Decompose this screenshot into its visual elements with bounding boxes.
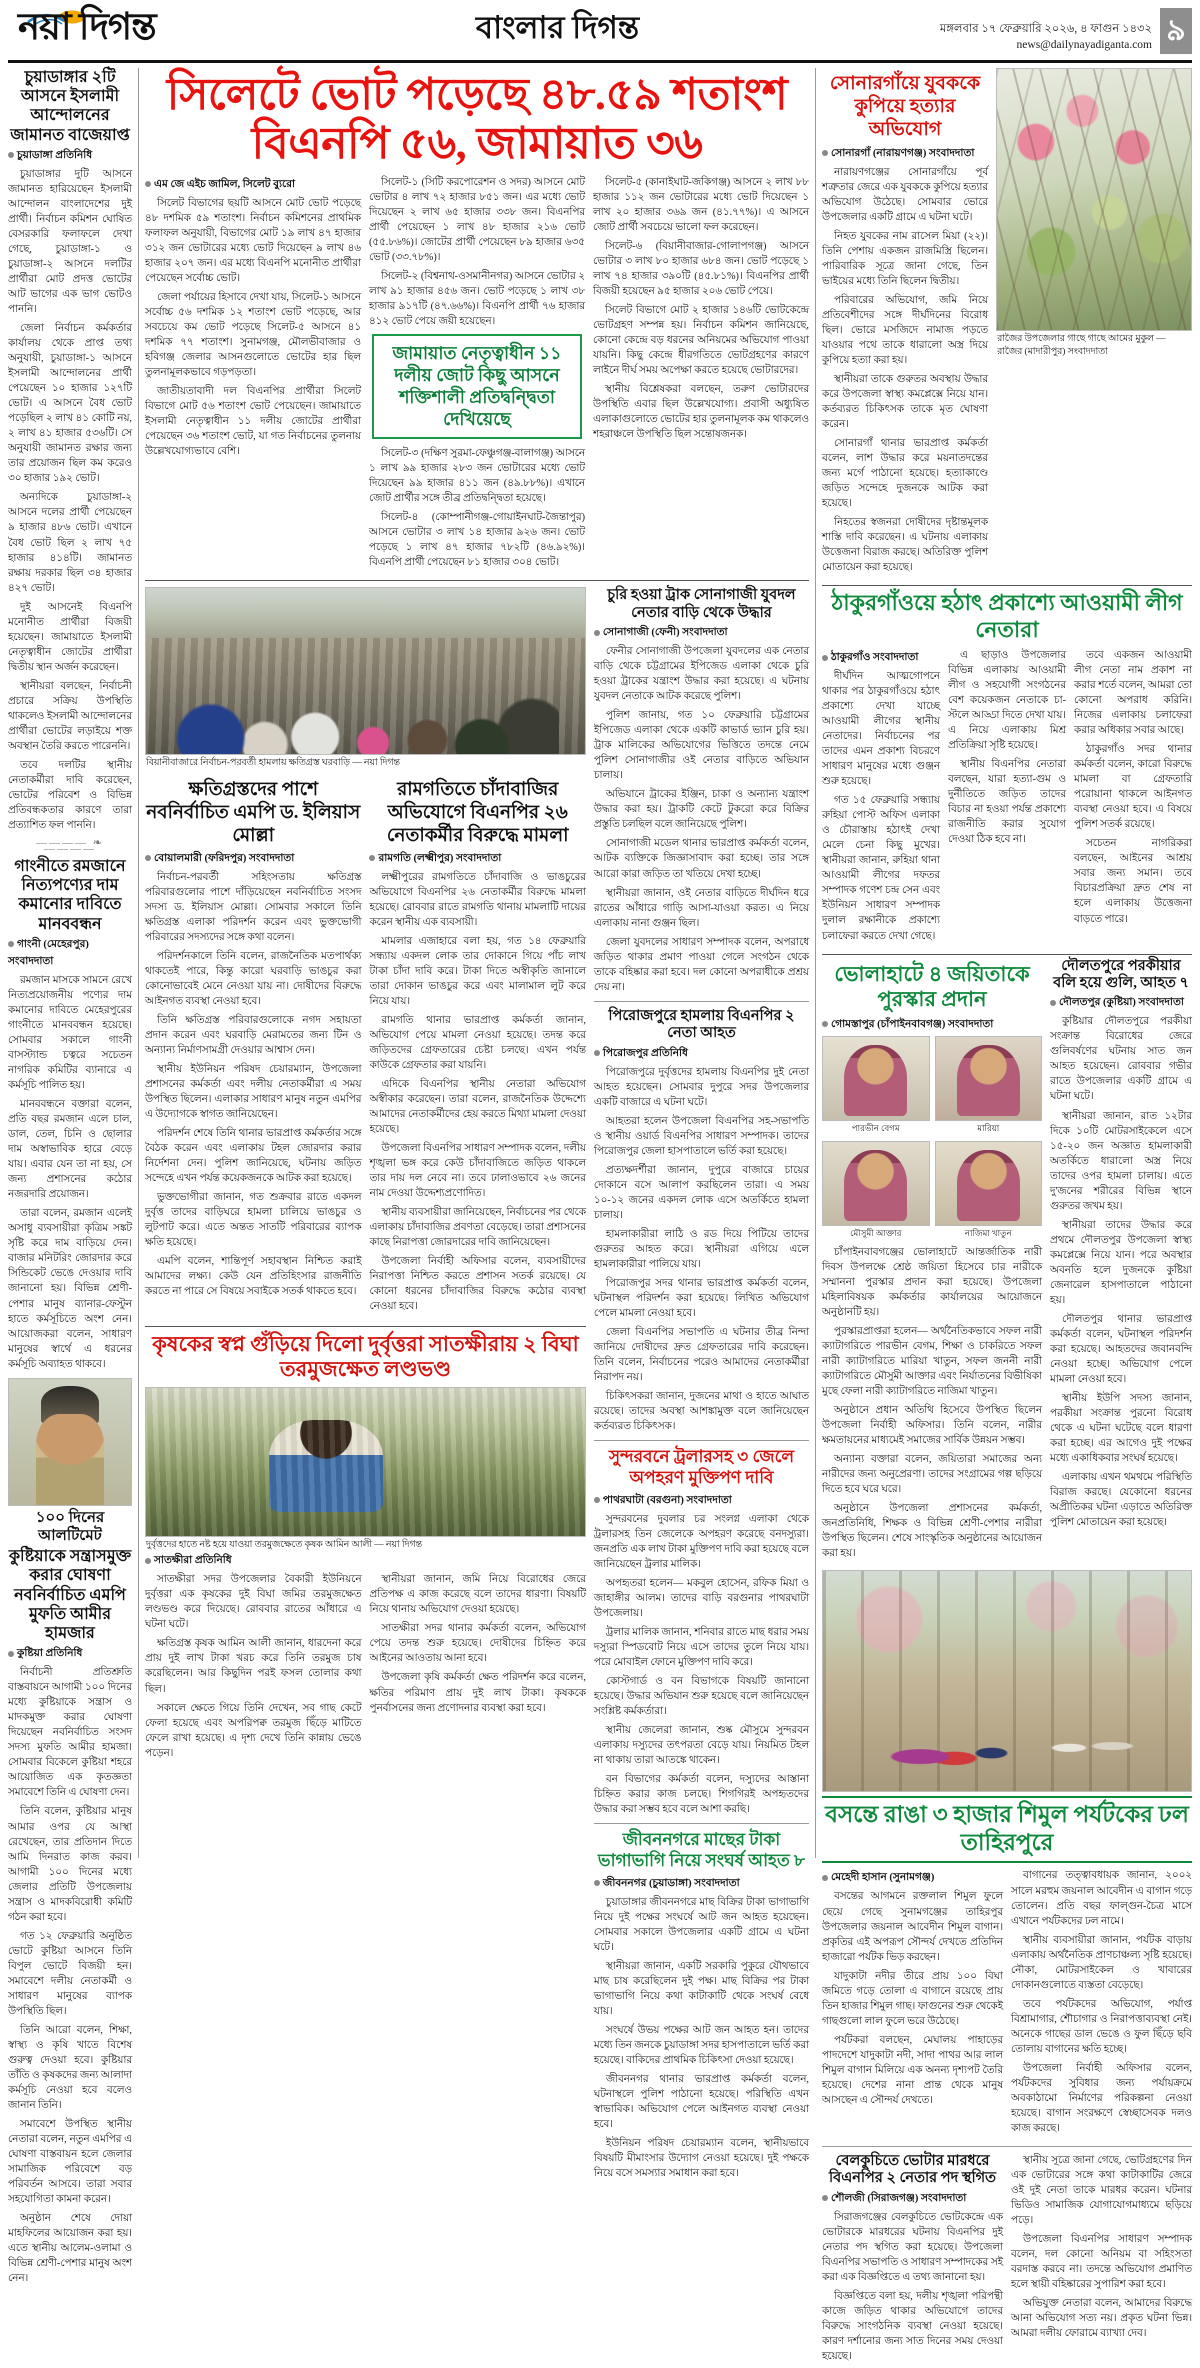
paragraph: নারায়ণগঞ্জের সোনারগাঁয়ে পূর্ব শত্রুতার জেরে এক যুবককে কুপিয়ে হত্যার অভিযোগ উঠেছে। সোমবার ভোরে উপজেলার একটি গ্রামে এ ঘটনা ঘটে। [822, 166, 989, 223]
paragraph: উপজেলা নির্বাহী অফিসার বলেন, ব্যবসায়ীদের নিরাপত্তা নিশ্চিত করতে প্রশাসন সতর্ক রয়েছে। যে কোনো ধরনের চাঁদাবাজির বিরুদ্ধে কঠোর ব্যবস্থা নেওয়া হবে। [369, 1256, 586, 1313]
paragraph: অনুষ্ঠান শেষে দোয়া মাহফিলের আয়োজন করা হয়। এতে স্থানীয় আলেম-ওলামা ও বিভিন্ন শ্রেণী-পেশার মানুষ অংশ নেন। [8, 2213, 132, 2285]
paragraph: উপজেলা কৃষি কর্মকর্তা ক্ষেত পরিদর্শন করে বলেন, ক্ষতির পরিমাণ প্রায় দুই লাখ টাকা। কৃষককে পুনর্বাসনের জন্য প্রণোদনার ব্যবস্থা করা হবে। [369, 1672, 586, 1714]
story-c-headline[interactable]: চুরি হওয়া ট্রাক সোনাগাজী যুবদল নেতার বাড়ি থেকে উদ্ধার [607, 587, 796, 621]
logo-text: নয়া দিগন্ত [18, 7, 156, 48]
paragraph: স্থানীয়রা জানান, ওই নেতার বাড়িতে দীর্ঘদিন ধরে রাতের আঁধারে গাড়ি আসা-যাওয়া করত। এ নিয়ে এলাকায় নানা গুঞ্জন ছিল। [593, 887, 809, 929]
story-e-cols [145, 1572, 586, 1764]
right-top-row [822, 68, 1192, 579]
horizontal-rule [822, 954, 1192, 955]
horizontal-rule [594, 1001, 809, 1002]
right-story1-text [822, 68, 988, 579]
story-e-byline: সাতক্ষীরা প্রতিনিধি [145, 1553, 586, 1570]
paragraph: চিকিৎসকরা জানান, দুজনের মাথা ও হাতে আঘাত রয়েছে। তাদের অবস্থা আশঙ্কামুক্ত বলে জানিয়েছেন কর্তব্যরত চিকিৎসক। [593, 1391, 809, 1433]
photo-caption: বিয়ানীবাজারে নির্বাচন-পরবর্তী হামলায় ক্ষতিগ্রস্ত ঘরবাড়ি — নয়া দিগন্ত [146, 758, 400, 769]
paragraph: যাদুকাটা নদীর তীরে প্রায় ১০০ বিঘা জমিতে গড়ে তোলা এ বাগানে রয়েছে প্রায় তিন হাজার শিমুল গাছ। ফাগুনের শুরু থেকেই গাছগুলো লাল ফুলে ভরে উঠেছে। [822, 1970, 1003, 2027]
doulatpur-block [1050, 958, 1192, 1566]
right-top-photo-block [996, 68, 1192, 579]
horizontal-rule [822, 2146, 1192, 2147]
right-story5-col1 [822, 1868, 1003, 2140]
lead-col-3 [593, 175, 809, 575]
paragraph: পুরস্কারপ্রাপ্তরা হলেন— অর্থনৈতিকভাবে সফল নারী ক্যাটাগরিতে পারভীন বেগম, শিক্ষা ও চাকরিতে সফল নারী ক্যাটাগরিতে মারিয়া খাতুন, সফল জননী নারী ক্যাটাগরিতে মৌসুমী আক্তার এবং নির্যাতনের বিভীষিকা মুছে ফেলা নারী ক্যাটাগরিতে নাজিমা খাতুন। [822, 1325, 1043, 1398]
right-story5-col2 [1011, 1868, 1192, 2140]
bullet-icon [822, 150, 828, 156]
story-g-headline[interactable]: জীবননগরে মাছের টাকা ভাগাভাগি নিয়ে সংঘর্ষ আহত ৮ [597, 1830, 806, 1871]
paragraph: দীর্ঘদিন আত্মগোপনে থাকার পর ঠাকুরগাঁওয়ে হঠাৎ প্রকাশ্যে দেখা যাচ্ছে আওয়ামী লীগের স্থানীয় নেতাদের। নির্বাচনের পর তাদের এমন প্রকাশ্য বিচরণে সাধারণ মানুষের মধ্যে গুঞ্জন শুরু হয়েছে। [822, 670, 940, 788]
horizontal-rule [594, 1440, 809, 1441]
date-line: মঙ্গলবার ১৭ ফেব্রুয়ারি ২০২৬, ৪ ফাগুন ১৪৩২ [939, 22, 1152, 35]
paragraph: রমজান মাসকে সামনে রেখে নিত্যপ্রয়োজনীয় পণ্যের দাম কমানোর দাবিতে মেহেরপুরের গাংনীতে মানববন্ধন হয়েছে। সোমবার সকালে গাংনী বাসস্ট্যান্ড চত্বরে সচেতন নাগরিক কমিটির ব্যানারে এ কর্মসূচি পালিত হয়। [8, 974, 132, 1092]
lead-pullquote: জামায়াত নেতৃত্বাধীন ১১ দলীয় জোট কিছু আসনে শক্তিশালী প্রতিদ্বন্দ্বিতা দেখিয়েছে [372, 334, 582, 439]
paragraph: সাতক্ষীরা সদর থানার কর্মকর্তা বলেন, অভিযোগ পেয়ে তদন্ত শুরু হয়েছে। দোষীদের চিহ্নিত করে আইনের আওতায় আনা হবে। [369, 1623, 586, 1665]
story-d-byline: পিরোজপুর প্রতিনিধি [594, 1046, 809, 1063]
bullet-icon [369, 855, 375, 861]
story-a-headline[interactable]: ক্ষতিগ্রস্তদের পাশে নবনির্বাচিত এমপি ড. ইলিয়াস মোল্লা [146, 779, 361, 846]
masthead [8, 6, 1192, 58]
paragraph: স্থানীয় ইউপি সদস্য জানান, পরকীয়া সংক্রান্ত পুরনো বিরোধ থেকে এ ঘটনা ঘটেছে বলে ধারণা করা হচ্ছে। এর আগেও দুই পক্ষের মধ্যে একাধিকবার সংঘর্ষ হয়েছে। [1050, 1393, 1192, 1465]
horizontal-rule [145, 1326, 586, 1327]
left-column [8, 68, 132, 2285]
paragraph: সিলেট-৪ (কোম্পানীগঞ্জ-গোয়াইনঘাট-জৈন্তাপুর) আসনে ভোটার ৩ লাখ ১৪ হাজার ৯২৬ জন। ভোট পড়েছে ১ লাখ ৪৭ হাজার ৭৮২টি (৪৬.৯২%)। বিএনপি প্রার্থী পেয়েছেন ৮১ হাজার ৩০৪ ভোট। [369, 512, 585, 569]
bullet-icon [145, 855, 151, 861]
paragraph: আহতরা হলেন উপজেলা বিএনপির সহ-সভাপতি ও স্থানীয় ওয়ার্ড বিএনপির সাধারণ সম্পাদক। তাদের পিরোজপুর জেলা হাসপাতালে ভর্তি করা হয়েছে। [593, 1115, 809, 1157]
paragraph: রামগতি থানার ভারপ্রাপ্ত কর্মকর্তা জানান, অভিযোগ পেয়ে মামলা নেওয়া হয়েছে। তদন্ত করে জড়িতদের গ্রেফতারের চেষ্টা চলছে। এখন পর্যন্ত কাউকে গ্রেফতার করা যায়নি। [369, 1014, 586, 1072]
left-story3-headline[interactable]: কুষ্টিয়াকে সন্ত্রাসমুক্ত করার ঘোষণা নবনির্বাচিত এমপি মুফতি আমীর হামজার [8, 1548, 132, 1642]
right-story5-cols [822, 1868, 1192, 2140]
joyita-block [822, 958, 1042, 1566]
lead-headline-line2: বিএনপি ৫৬, জামায়াত ৩৬ [251, 119, 703, 169]
right-story6-text2 [1011, 2153, 1192, 2368]
right-story2-cols [822, 648, 1192, 948]
left-story2-headline[interactable]: গাংনীতে রমজানে নিত্যপণ্যের দাম কমানোর দাবিতে মানববন্ধন [14, 858, 126, 933]
bullet-icon [8, 1651, 14, 1657]
paragraph: এদিকে বিএনপির স্থানীয় নেতারা অভিযোগ অস্বীকার করেছেন। তারা বলেন, রাজনৈতিক উদ্দেশ্যে আমাদের নেতাকর্মীদের হেয় করতে মিথ্যা মামলা দেওয়া হয়েছে। [369, 1079, 586, 1136]
paragraph: বাগানের তত্ত্বাবধায়ক জানান, ২০০২ সালে মরহুম জয়নাল আবেদীন এ বাগান গড়ে তোলেন। প্রতি বছর ফাল্গুন-চৈত্র মাসে এখানে পর্যটকদের ঢল নামে। [1011, 1870, 1192, 1927]
story-f-byline: পাথরঘাটা (বরগুনা) সংবাদদাতা [594, 1493, 809, 1510]
paragraph: অন্যদিকে চুয়াডাঙ্গা-২ আসনে দলের প্রার্থী পেয়েছেন ৯ হাজার ৪৮৬ ভোট। এখানে বৈধ ভোট ছিল ২ লাখ ৭৫ হাজার ৪১৪টি। জামানত রক্ষায় দরকার ছিল ৩৪ হাজার ৪২৭ ভোট। [8, 492, 132, 594]
paragraph: সোনারগাঁ থানার ভারপ্রাপ্ত কর্মকর্তা বলেন, লাশ উদ্ধার করে ময়নাতদন্তের জন্য মর্গে পাঠানো হয়েছে। হত্যাকাণ্ডে জড়িত সন্দেহে দুজনকে আটক করা হয়েছে। [822, 438, 989, 510]
paragraph: ইউনিয়ন পরিষদ চেয়ারম্যান বলেন, স্থানীয়ভাবে বিষয়টি মীমাংসার উদ্যোগ নেওয়া হয়েছে। দুই পক্ষকে নিয়ে বসে সমস্যার সমাধান করা হবে। [593, 2138, 809, 2180]
bullet-icon [594, 1497, 600, 1503]
paragraph: পিরোজপুরে দুর্বৃত্তদের হামলায় বিএনপির দুই নেতা আহত হয়েছেন। সোমবার দুপুরে সদর উপজেলার একটি বাজারে এ ঘটনা ঘটে। [593, 1066, 809, 1108]
mid-left-block [145, 587, 586, 2185]
story-e-col2 [369, 1572, 585, 1764]
joyita-portrait-1 [822, 1036, 930, 1136]
bullet-icon [822, 1875, 828, 1881]
joyita-portrait-4 [935, 1141, 1043, 1241]
portrait-photo [935, 1141, 1043, 1226]
paragraph: স্থানীয় ইউনিয়ন পরিষদ চেয়ারম্যান, উপজেলা প্রশাসনের কর্মকর্তা এবং দলীয় নেতাকর্মীরা এ সময় উপস্থিত ছিলেন। এলাকার সাধারণ মানুষ নতুন এমপির এ উদ্যোগকে স্বাগত জানিয়েছেন। [145, 1064, 362, 1121]
paragraph: তারা বলেন, রমজান এলেই অসাধু ব্যবসায়ীরা কৃত্রিম সঙ্কট সৃষ্টি করে দাম বাড়িয়ে দেন। বাজার মনিটরিং জোরদার করে সিন্ডিকেট ভেঙে দেওয়ার দাবি জানানো হয়। বিভিন্ন শ্রেণী-পেশার মানুষ ব্যানার-ফেস্টুন হাতে কর্মসূচিতে অংশ নেন। আয়োজকরা বলেন, সাধারণ মানুষের স্বার্থে এ ধরনের কর্মসূচি অব্যাহত থাকবে। [8, 1208, 132, 1370]
paragraph: পরিদর্শন শেষে তিনি থানার ভারপ্রাপ্ত কর্মকর্তার সঙ্গে বৈঠক করেন এবং এলাকায় টহল জোরদার করার নির্দেশনা দেন। পুলিশ জানিয়েছে, ঘটনায় জড়িত সন্দেহে এখন পর্যন্ত কয়েকজনকে আটক করা হয়েছে। [145, 1128, 362, 1185]
email-address[interactable]: news@dailynayadiganta.com [1016, 39, 1152, 52]
paragraph: গত ১২ ফেব্রুয়ারি অনুষ্ঠিত ভোটে কুষ্টিয়া আসনে তিনি বিপুল ভোটে বিজয়ী হন। সমাবেশে দলীয় নেতাকর্মী ও সাধারণ মানুষের ব্যাপক উপস্থিতি ছিল। [8, 1930, 132, 2017]
lead-byline: এম জে এইচ জামিল, সিলেট ব্যুরো [145, 177, 361, 194]
paragraph: ক্ষতিগ্রস্ত কৃষক আমিন আলী জানান, ধারদেনা করে প্রায় দুই লাখ টাকা খরচ করে তিনি তরমুজ চাষ করেছিলেন। আর কিছুদিন পরই ফসল তোলার কথা ছিল। [145, 1638, 362, 1695]
lead-col-2 [369, 175, 585, 575]
paragraph: সোনাগাজী মডেল থানার ভারপ্রাপ্ত কর্মকর্তা বলেন, আটক ব্যক্তিকে জিজ্ঞাসাবাদ করা হচ্ছে। তার সঙ্গে আরো কারা জড়িত তা খতিয়ে দেখা হচ্ছে। [593, 838, 809, 880]
paragraph: পরিদর্শনকালে তিনি বলেন, রাজনৈতিক মতপার্থক্য থাকতেই পারে, কিন্তু কারো ঘরবাড়ি ভাঙচুর করা কোনোভাবেই মেনে নেওয়া যায় না। দোষীদের বিরুদ্ধে আইনগত ব্যবস্থা নেওয়া হবে। [145, 950, 362, 1007]
paragraph: ঠাকুরগাঁও সদর থানার কর্মকর্তা বলেন, কারো বিরুদ্ধে মামলা বা গ্রেফতারি পরোয়ানা থাকলে আইনগত ব্যবস্থা নেওয়া হবে। এ বিষয়ে পুলিশ সতর্ক রয়েছে। [1074, 744, 1192, 831]
mid-left-subcols [145, 775, 586, 1319]
story-d-headline[interactable]: পিরোজপুরে হামলায় বিএনপির ২ নেতা আহত [608, 1007, 795, 1042]
horizontal-rule [822, 585, 1192, 586]
paragraph: স্থানীয়রা তাকে গুরুতর অবস্থায় উদ্ধার করে উপজেলা স্বাস্থ্য কমপ্লেক্সে নিয়ে যান। কর্তব্যরত চিকিৎসক তাকে মৃত ঘোষণা করেন। [822, 373, 989, 431]
section-title: বাংলার দিগন্ত [475, 10, 640, 45]
portrait-caption: মৌসুমী আক্তার [850, 1227, 902, 1238]
bullet-icon [594, 630, 600, 636]
portrait-caption: পারভীন বেগম [851, 1122, 900, 1133]
lead-headline-line1: সিলেটে ভোট পড়েছে ৪৮.৫৯ শতাংশ [166, 70, 788, 119]
lead-columns [145, 175, 809, 575]
paragraph: অভিযানে ট্রাকের ইঞ্জিন, চাকা ও অন্যান্য যন্ত্রাংশ উদ্ধার করা হয়। ট্রাকটি কেটে টুকরো করে বিক্রির প্রস্তুতি চলছিল বলে জানিয়েছে পুলিশ। [593, 789, 809, 831]
left-story3-byline: কুষ্টিয়া প্রতিনিধি [8, 1646, 132, 1663]
joyita-portrait-grid [822, 1036, 1042, 1241]
paragraph: নিহত যুবকের নাম রাসেল মিয়া (২২)। তিনি পেশায় একজন রাজমিস্ত্রি ছিলেন। পারিবারিক সূত্রে জানা গেছে, তিন ভাইয়ের মধ্যে তিনি ছিলেন দ্বিতীয়। [822, 230, 989, 287]
paragraph: পুলিশ জানায়, গত ১০ ফেব্রুয়ারি চট্টগ্রামের ইপিজেড এলাকা থেকে একটি কাভার্ড ভ্যান চুরি হয়। ট্রাক মালিকের অভিযোগের ভিত্তিতে তদন্তে নেমে পুলিশ সোনাগাজীর ওই নেতার বাড়িতে অভিযান চালায়। [593, 710, 809, 782]
paragraph: স্থানীয়রা জানান, রাত ১২টার দিকে ১০টি মোটরসাইকেলে এসে ১৫-২০ জন অজ্ঞাত হামলাকারী অতর্কিতে ধারালো অস্ত্র নিয়ে তাদের ওপর হামলা চালায়। এতে দু'জনের শরীরের বিভিন্ন স্থানে গুরুতর জখম হয়। [1050, 1110, 1192, 1212]
horizontal-rule [594, 1823, 809, 1824]
paragraph: জেলা যুবদলের সাধারণ সম্পাদক বলেন, অপরাধে জড়িত থাকার প্রমাণ পাওয়া গেলে সংগঠন থেকে তাকে বহিষ্কার করা হবে। দল কোনো অপরাধীকে প্রশ্রয় দেয় না। [593, 936, 809, 993]
paragraph: উপজেলা বিএনপির সাধারণ সম্পাদক বলেন, দল কোনো অনিয়ম বা সহিংসতা বরদাস্ত করবে না। তদন্তে অভিযোগ প্রমাণিত হলে স্থায়ী বহিষ্কারের সুপারিশ করা হবে। [1011, 2234, 1192, 2291]
paragraph: সিলেট বিভাগে মোট ২ হাজার ১৪৬টি ভোটকেন্দ্রে ভোটগ্রহণ সম্পন্ন হয়। নির্বাচন কমিশন জানিয়েছে, কোনো কেন্দ্রে বড় ধরনের অনিয়মের অভিযোগ পাওয়া যায়নি। কিছু কেন্দ্রে ধীরগতিতে ভোটগ্রহণের কারণে লাইনে দীর্ঘ সময় অপেক্ষা করতে হয়েছে ভোটারদের। [593, 304, 809, 376]
story-b-headline[interactable]: রামগতিতে চাঁদাবাজির অভিযোগে বিএনপির ২৬ নেতাকর্মীর বিরুদ্ধে মামলা [386, 779, 569, 846]
paragraph: সুন্দরবনের দুবলার চর সংলগ্ন এলাকা থেকে ট্রলারসহ তিন জেলেকে অপহরণ করেছে বনদস্যুরা। জনপ্রতি এক লাখ টাকা মুক্তিপণ দাবি করা হয়েছে বলে জানিয়েছেন ট্রলার মালিক। [593, 1513, 809, 1570]
paragraph: জেলা বিএনপির সভাপতি এ ঘটনার তীব্র নিন্দা জানিয়ে দোষীদের দ্রুত গ্রেফতারের দাবি করেছেন। তিনি বলেন, নির্বাচনের পরেও আমাদের নেতাকর্মীরা নিরাপদ নয়। [593, 1327, 809, 1384]
paragraph: স্থানীয় বিএনপির নেতারা বলছেন, যারা হত্যা-গুম ও দুর্নীতিতে জড়িত তাদের বিচার না হওয়া পর্যন্ত প্রকাশ্যে রাজনীতি করার সুযোগ দেওয়া ঠিক হবে না। [948, 759, 1066, 846]
column-separator [815, 68, 816, 1858]
paragraph: স্থানীয়রা তাদের উদ্ধার করে প্রথমে দৌলতপুর উপজেলা স্বাস্থ্য কমপ্লেক্সে নিয়ে যান। পরে অবস্থার অবনতি হলে দুজনকে কুষ্টিয়া জেনারেল হাসপাতালে পাঠানো হয়। [1050, 1219, 1192, 1306]
paragraph: এ ছাড়াও উপজেলার বিভিন্ন এলাকায় আওয়ামী লীগ ও সহযোগী সংগঠনের বেশ কয়েকজন নেতাকে চা-স্টলে আড্ডা দিতে দেখা যায়। এ নিয়ে এলাকায় মিশ্র প্রতিক্রিয়া সৃষ্টি হয়েছে। [948, 649, 1066, 752]
right-story5-headline[interactable]: বসন্তে রাঙা ৩ হাজার শিমুল পর্যটকের ঢল তাহিরপুরে [822, 1796, 1192, 1863]
bullet-icon [145, 1558, 151, 1564]
mid-right-block [594, 587, 809, 2185]
paragraph: সিলেট বিভাগের ছয়টি আসনে মোট ভোট পড়েছে ৪৮ দশমিক ৫৯ শতাংশ। নির্বাচন কমিশনের প্রাথমিক ফলাফল অনুযায়ী, বিভাগের মোট ১৯ লাখ ৪৭ হাজার ৩১২ জন ভোটারের মধ্যে ভোট দিয়েছেন ৯ লাখ ৪৬ হাজার ২০৭ জন। এর মধ্যে বিএনপি মনোনীত প্রার্থীরা পেয়েছেন সর্বোচ্চ ভোট। [145, 197, 361, 284]
right-story2-byline: ঠাকুরগাঁও সংবাদদাতা [822, 650, 940, 667]
right-story6-byline: শৌলজী (সিরাজগঞ্জ) সংবাদদাতা [822, 2191, 1003, 2208]
right-block [822, 68, 1192, 2363]
paragraph: ট্রলার মালিক জানান, শনিবার রাতে মাছ ধরার সময় দস্যুরা স্পিডবোট নিয়ে এসে তাদের তুলে নিয়ে যায়। পরে মোবাইল ফোনে মুক্তিপণ দাবি করে। [593, 1626, 809, 1668]
paragraph: স্থানীয় ব্যবসায়ীরা জানিয়েছেন, নির্বাচনের পর থেকে এলাকায় চাঁদাবাজির প্রবণতা বেড়েছে। তারা প্রশাসনের কাছে নিরাপত্তা জোরদারের দাবি জানিয়েছেন। [369, 1207, 586, 1249]
paragraph: পিরোজপুর সদর থানার ভারপ্রাপ্ত কর্মকর্তা বলেন, ঘটনাস্থল পরিদর্শন করা হয়েছে। লিখিত অভিযোগ পেলে মামলা নেওয়া হবে। [593, 1277, 809, 1319]
paragraph: সিলেট-৫ (কানাইঘাট-জকিগঞ্জ) আসনে ২ লাখ ৮৮ হাজার ১১২ জন ভোটারের মধ্যে ভোট দিয়েছেন ১ লাখ ২০ হাজার ৩৬৯ জন (৪১.৭৭%)। এ আসনে জোট প্রার্থী সবচেয়ে ভালো ফল করেছেন। [593, 176, 809, 233]
paragraph: সিলেট-২ (বিশ্বনাথ-ওসমানীনগর) আসনে ভোটার ২ লাখ ৯১ হাজার ৪৫৬ জন। ভোট পড়েছে ১ লাখ ৩৮ হাজার ৯১৭টি (৪৭.৬৬%)। বিএনপি প্রার্থী ৭৬ হাজার ৪১২ ভোট পেয়ে জয়ী হয়েছেন। [369, 270, 585, 327]
paragraph: ফেনীর সোনাগাজী উপজেলা যুবদলের এক নেতার বাড়ি থেকে চট্টগ্রামের ইপিজেড এলাকা থেকে চুরি হওয়া ট্রাকের যন্ত্রাংশ উদ্ধার করা হয়েছে। এ ঘটনায় যুবদল নেতাকে আটক করেছে পুলিশ। [593, 646, 809, 703]
left-story3-kicker: ১০০ দিনের আলটিমেট [35, 1509, 105, 1544]
paragraph: অন্যান্য বক্তারা বলেন, জয়িতারা সমাজের অন্য নারীদের জন্য অনুপ্রেরণা। তাদের সংগ্রামের গল্প ছড়িয়ে দিতে হবে ঘরে ঘরে। [822, 1454, 1043, 1496]
bullet-icon [1050, 1000, 1056, 1006]
paragraph: অনুষ্ঠানে উপজেলা প্রশাসনের কর্মকর্তা, জনপ্রতিনিধি, শিক্ষক ও বিভিন্ন শ্রেণী-পেশার নারীরা উপস্থিত ছিলেন। শেষে সাংস্কৃতিক অনুষ্ঠানের আয়োজন করা হয়। [822, 1503, 1043, 1560]
joyita-portrait-2 [935, 1036, 1043, 1136]
paragraph: গত ১৫ ফেব্রুয়ারি সন্ধ্যায় রুহিয়া পোস্ট অফিস এলাকা ও চৌরাস্তায় হঠাৎই দেখা মেলে চেনা কিছু মুখের। স্থানীয়রা জানান, রুহিয়া থানা আওয়ামী লীগের দফতর সম্পাদক গণেশ চন্দ্র সেন এবং ইউনিয়ন সাধারণ সম্পাদক দুলাল রক্ষানীকে প্রকাশ্যে চলাফেরা করতে দেখা গেছে। [822, 795, 940, 942]
right-story2-col3 [1074, 648, 1192, 948]
right-story4-headline[interactable]: দৌলতপুরে পরকীয়ার বলি হয়ে গুলি, আহত ৭ [1053, 957, 1189, 991]
paragraph: তবে পর্যটকদের অভিযোগ, পর্যাপ্ত বিশ্রামাগার, শৌচাগার ও নিরাপত্তাব্যবস্থা নেই। অনেকে গাছের ডাল ভেঙে ও ফুল ছিঁড়ে ছবি তোলায় বাগানের ক্ষতি হচ্ছে। [1011, 1998, 1192, 2055]
right-story2-col1 [822, 648, 940, 948]
photo-caption: রাজৈর উপজেলার গাছে গাছে আমের মুকুল — রাজৈর (মাদারীপুর) সংবাদদাতা [997, 334, 1166, 357]
photo-mango-blossom [996, 68, 1192, 331]
paragraph: সংঘর্ষে উভয় পক্ষের আট জন আহত হন। তাদের মধ্যে তিন জনকে চুয়াডাঙ্গা সদর হাসপাতালে ভর্তি করা হয়েছে। বাকিদের প্রাথমিক চিকিৎসা দেওয়া হয়েছে। [593, 2025, 809, 2067]
paragraph: চাঁপাইনবাবগঞ্জের ভোলাহাটে আন্তর্জাতিক নারী দিবস উপলক্ষে শ্রেষ্ঠ জয়িতা হিসেবে চার নারীকে সম্মাননা পুরস্কার প্রদান করা হয়েছে। উপজেলা মহিলাবিষয়ক কর্মকর্তার কার্যালয়ের আয়োজনে অনুষ্ঠানটি হয়। [822, 1246, 1043, 1318]
right-story6-row [822, 2153, 1192, 2368]
right-story2-headline[interactable]: ঠাকুরগাঁওয়ে হঠাৎ প্রকাশ্যে আওয়ামী লীগ নেতারা [831, 590, 1183, 643]
right-story4-byline: দৌলতপুর (কুষ্টিয়া) সংবাদদাতা [1050, 995, 1192, 1012]
paragraph: অভিযুক্ত নেতারা বলেন, আমাদের বিরুদ্ধে আনা অভিযোগ সত্য নয়। প্রকৃত ঘটনা ভিন্ন। আমরা দলীয় ফোরামে ব্যাখ্যা দেব। [1011, 2298, 1192, 2340]
paragraph: বসন্তের আগমনে রক্তলাল শিমুল ফুলে ছেয়ে গেছে সুনামগঞ্জের তাহিরপুর উপজেলার জয়নাল আবেদীন শিমুল বাগান। প্রকৃতির এই অপরূপ সৌন্দর্য দেখতে প্রতিদিন হাজারো পর্যটক ভিড় করছেন। [822, 1891, 1003, 1963]
paragraph: জাতীয়তাবাদী দল বিএনপির প্রার্থীরা সিলেট বিভাগে মোট ৫৬ শতাংশ ভোট পেয়েছেন। জামায়াতে ইসলামী নেতৃত্বাধীন ১১ দলীয় জোটের প্রার্থীরা পেয়েছেন ৩৬ শতাংশ ভোট, যা গত নির্বাচনের তুলনায় উল্লেখযোগ্যভাবে বেশি। [145, 385, 361, 458]
paragraph: অনুষ্ঠানে প্রধান অতিথি হিসেবে উপস্থিত ছিলেন উপজেলা নির্বাহী অফিসার। তিনি বলেন, নারীর ক্ষমতায়নের মাধ্যমেই সমাজের সার্বিক উন্নয়ন সম্ভব। [822, 1405, 1043, 1447]
paragraph: প্রত্যক্ষদর্শীরা জানান, দুপুরে বাজারে চায়ের দোকানে বসে আলাপ করছিলেন তারা। এ সময় ১০-১২ জনের একদল লোক এসে অতর্কিতে হামলা চালায়। [593, 1164, 809, 1221]
bullet-icon [8, 152, 14, 158]
paragraph: স্থানীয় ব্যবসায়ীরা জানান, পর্যটক বাড়ায় এলাকায় অর্থনৈতিক প্রাণচাঞ্চল্য সৃষ্টি হয়েছে। নৌকা, মোটরসাইকেল ও খাবারের দোকানগুলোতে ব্যস্ততা বেড়েছে। [1011, 1934, 1192, 1991]
paragraph: পর্যটকরা বলছেন, মেঘালয় পাহাড়ের পাদদেশে যাদুকাটা নদী, সাদা পাথর আর লাল শিমুল বাগান মিলিয়ে এক অনন্য দৃশ্যপট তৈরি হয়েছে। দেশের নানা প্রান্ত থেকে মানুষ আসছেন এ সৌন্দর্য দেখতে। [822, 2034, 1003, 2106]
story-b-byline: রামগতি (লক্ষ্মীপুর) সংবাদদাতা [369, 851, 585, 868]
right-third-row [822, 958, 1192, 1566]
left-story1-byline: চুয়াডাঙ্গা প্রতিনিধি [8, 148, 132, 165]
paragraph: বন বিভাগের কর্মকর্তা বলেন, দস্যুদের আস্তানা চিহ্নিত করার কাজ চলছে। শিগগিরই অপহৃতদের উদ্ধার করা সম্ভব হবে বলে আশা করছি। [593, 1774, 809, 1816]
bullet-icon [594, 1880, 600, 1886]
paragraph: তবে একজন আওয়ামী লীগ নেতা নাম প্রকাশ না করার শর্তে বলেন, আমরা তো কোনো অপরাধ করিনি। নিজের এলাকায় চলাফেরা করার অধিকার সবার আছে। [1074, 649, 1192, 737]
left-story1-headline[interactable]: চুয়াডাঙ্গার ২টি আসনে ইসলামী আন্দোলনের জামানত বাজেয়াপ্ত [10, 69, 130, 144]
paragraph: স্থানীয় জেলেরা জানান, শুষ্ক মৌসুমে সুন্দরবন এলাকায় দস্যুদের তৎপরতা বেড়ে যায়। নিয়মিত টহল না থাকায় তারা আতঙ্কে থাকেন। [593, 1725, 809, 1767]
paragraph: সিরাজগঞ্জের বেলকুচিতে ভোটকেন্দ্রে এক ভোটারকে মারধরের ঘটনায় বিএনপির দুই নেতার পদ স্থগিত করা হয়েছে। উপজেলা বিএনপির সভাপতি ও সাধারণ সম্পাদকের সই করা এক বিজ্ঞপ্তিতে এ তথ্য জানানো হয়। [822, 2211, 1003, 2283]
paragraph: স্থানীয়রা জানান, একটি সরকারি পুকুরে যৌথভাবে মাছ চাষ করেছিলেন দুই পক্ষ। মাছ বিক্রির পর টাকা ভাগাভাগি নিয়ে কথা কাটাকাটি থেকে সংঘর্ষ বেধে যায়। [593, 1960, 809, 2017]
paragraph: সিলেট-৩ (দক্ষিণ সুরমা-ফেঞ্চুগঞ্জ-বালাগঞ্জ) আসনে ১ লাখ ৯৯ হাজার ২৮৩ জন ভোটারের মধ্যে ভোট দিয়েছেন ৯৯ হাজার ৪১১ জন (৪৯.৮৮%)। এখানে জোট প্রার্থীর সঙ্গে তীব্র প্রতিদ্বন্দ্বিতা হয়েছে। [369, 448, 585, 505]
paragraph: সিলেট-১ (সিটি করপোরেশন ও সদর) আসনে মোট ভোটার ৪ লাখ ৭২ হাজার ৮৫১ জন। এর মধ্যে ভোট দিয়েছেন ২ লাখ ৬৫ হাজার ৩৩৮ জন। বিএনপির প্রার্থী পেয়েছেন ১ লাখ ৪৮ হাজার ২১৬ ভোট (৫৫.৮৬%)। জোটের প্রার্থী পেয়েছেন ৮৯ হাজার ৬৩৫ ভোট (৩৩.৭৮%)। [369, 176, 585, 263]
page-number: ৯ [1160, 8, 1192, 54]
paragraph: সাতক্ষীরা সদর উপজেলার বৈকারী ইউনিয়নে দুর্বৃত্তরা এক কৃষকের দুই বিঘা জমির তরমুজক্ষেত লণ্ডভণ্ড করে দিয়েছে। রোববার রাতের আঁধারে এ ঘটনা ঘটে। [145, 1574, 362, 1631]
horizontal-rule [145, 580, 809, 581]
story-a-block [145, 775, 361, 1319]
paragraph: সচেতন নাগরিকরা বলছেন, আইনের আশ্রয় সবার জন্য সমান। তবে বিচারপ্রক্রিয়া দ্রুত শেষ না হলে এলাকায় উত্তেজনা বাড়তে পারে। [1074, 838, 1192, 925]
story-g-byline: জীবননগর (চুয়াডাঙ্গা) সংবাদদাতা [594, 1876, 809, 1893]
photo-watermelon-field [145, 1387, 586, 1537]
paragraph: এলাকায় এখন থমথমে পরিস্থিতি বিরাজ করছে। যেকোনো ধরনের অপ্রীতিকর ঘটনা এড়াতে অতিরিক্ত পুলিশ মোতায়েন করা হয়েছে। [1050, 1472, 1192, 1529]
paragraph: উপজেলা বিএনপির সাধারণ সম্পাদক বলেন, দলীয় শৃঙ্খলা ভঙ্গ করে কেউ চাঁদাবাজিতে জড়িত থাকলে তার দায় দল নেবে না। তবে ঢালাওভাবে ২৬ জনের নাম দেওয়া উদ্দেশ্যপ্রণোদিত। [369, 1143, 586, 1200]
lead-headline[interactable] [145, 70, 809, 169]
paragraph: তিনি ক্ষতিগ্রস্ত পরিবারগুলোকে নগদ সহায়তা প্রদান করেন এবং ঘরবাড়ি মেরামতের জন্য টিন ও অন্যান্য নির্মাণসামগ্রী দেওয়ার আশ্বাস দেন। [145, 1014, 362, 1056]
story-c-byline: সোনাগাজী (ফেনী) সংবাদদাতা [594, 625, 809, 642]
right-story1-headline[interactable]: সোনারগাঁয়ে যুবককে কুপিয়ে হত্যার অভিযোগ [829, 73, 981, 141]
paragraph: তিনি বলেন, কুষ্টিয়ার মানুষ আমার ওপর যে আস্থা রেখেছেন, তার প্রতিদান দিতে আমি দিনরাত কাজ করব। আগামী ১০০ দিনের মধ্যে জেলার প্রতিটি উপজেলায় সন্ত্রাস ও মাদকবিরোধী কমিটি গঠন করা হবে। [8, 1806, 132, 1923]
masthead-meta [892, 21, 1192, 58]
right-story2-col2 [948, 648, 1066, 948]
portrait-photo-mp [8, 1378, 132, 1506]
portrait-photo [935, 1036, 1043, 1121]
paragraph: চুয়াডাঙ্গার দুটি আসনে জামানত হারিয়েছেন ইসলামী আন্দোলন বাংলাদেশের দুই প্রার্থী। নির্বাচন কমিশন ঘোষিত বেসরকারি ফলাফলে দেখা গেছে, চুয়াডাঙ্গা-১ ও চুয়াডাঙ্গা-২ আসনে দলটির প্রার্থীরা মোট প্রদত্ত ভোটের আট ভাগের এক ভাগ ভোটও পাননি। [8, 168, 132, 316]
portrait-caption: নাজিমা খাতুন [964, 1227, 1012, 1238]
paragraph: চুয়াডাঙ্গার জীবননগরে মাছ বিক্রির টাকা ভাগাভাগি নিয়ে দুই পক্ষের সংঘর্ষে আট জন আহত হয়েছেন। সোমবার সকালে উপজেলার একটি গ্রামে এ ঘটনা ঘটে। [593, 1896, 809, 1953]
joyita-portrait-3 [822, 1141, 930, 1241]
paragraph: পরিবারের অভিযোগ, জমি নিয়ে প্রতিবেশীদের সঙ্গে দীর্ঘদিনের বিরোধ ছিল। ভোরে মসজিদে নামাজ পড়তে যাওয়ার পথে তাকে ধারালো অস্ত্র দিয়ে কুপিয়ে হত্যা করা হয়। [822, 294, 989, 366]
right-story5-byline: মেহেদী হাসান (সুনামগঞ্জ) [822, 1870, 1003, 1887]
photo-caption: দুর্বৃত্তদের হাতে নষ্ট হয়ে যাওয়া তরমুজক্ষেতে কৃষক আমিন আলী — নয়া দিগন্ত [146, 1539, 422, 1550]
story-e-col1 [145, 1572, 361, 1764]
story-a-byline: বোয়ালমারী (ফরিদপুর) সংবাদদাতা [145, 851, 361, 868]
paragraph: সিলেট-৬ (বিয়ানীবাজার-গোলাপগঞ্জ) আসনে ভোটার ৩ লাখ ৮০ হাজার ৬৮৪ জন। ভোট পড়েছে ১ লাখ ৭৪ হাজার ৩৯০টি (৪৫.৮১%)। বিএনপির প্রার্থী বিজয়ী হয়েছেন ৯৫ হাজার ২০৬ ভোট পেয়ে। [593, 240, 809, 297]
paragraph: নির্বাচনী প্রতিশ্রুতি বাস্তবায়নে আগামী ১০০ দিনের মধ্যে কুষ্টিয়াকে সন্ত্রাস ও মাদকমুক্ত করার ঘোষণা দিয়েছেন নবনির্বাচিত সংসদ সদস্য মুফতি আমীর হামজা। সোমবার বিকেলে কুষ্টিয়া শহরে আয়োজিত এক কৃতজ্ঞতা সমাবেশে তিনি এ ঘোষণা দেন। [8, 1667, 132, 1799]
paragraph: জেলা পর্যায়ের হিসাবে দেখা যায়, সিলেট-১ আসনে সর্বোচ্চ ৫৬ দশমিক ১২ শতাংশ ভোট পড়েছে, আর সবচেয়ে কম ভোট পড়েছে সিলেট-৫ আসনে ৪১ দশমিক ৭৭ শতাংশ। সুনামগঞ্জ, মৌলভীবাজার ও হবিগঞ্জ জেলার আসনগুলোতে ভোটের হার ছিল তুলনামূলকভাবে গড়পড়তা। [145, 291, 361, 378]
bullet-icon [8, 941, 14, 947]
paragraph: জেলা নির্বাচন কর্মকর্তার কার্যালয় থেকে প্রাপ্ত তথ্য অনুযায়ী, চুয়াডাঙ্গা-১ আসনে ইসলামী আন্দোলনের প্রার্থী পেয়েছেন ১০ হাজার ১২৭টি ভোট। এ আসনে বৈধ ভোট পড়েছিল ২ লাখ ৪১ কোটি নয়, ২ লাখ ৪১ হাজার ৫৩৬টি। সে অনুযায়ী জামানত রক্ষার জন্য তার প্রয়োজন ছিল কম করেও ৩০ হাজার ১৯২ ভোট। [8, 323, 132, 485]
paragraph: কুষ্টিয়ার দৌলতপুরে পরকীয়া সংক্রান্ত বিরোধের জেরে গুলিবর্ষণের ঘটনায় সাত জন আহত হয়েছেন। রোববার গভীর রাতে উপজেলার একটি গ্রামে এ ঘটনা ঘটে। [1050, 1016, 1192, 1103]
masthead-rule [8, 60, 1192, 63]
paragraph: হামলাকারীরা লাঠি ও রড দিয়ে পিটিয়ে তাদের গুরুতর আহত করে। স্থানীয়রা এগিয়ে এলে হামলাকারীরা পালিয়ে যায়। [593, 1228, 809, 1270]
right-story6-text [822, 2153, 1003, 2368]
mid-second-row [145, 587, 809, 2185]
story-e-headline[interactable]: কৃষকের স্বপ্ন গুঁড়িয়ে দিলো দুর্বৃত্তরা সাতক্ষীরায় ২ বিঘা তরমুজক্ষেত লণ্ডভণ্ড [152, 1331, 579, 1382]
paragraph: তবে দলটির স্থানীয় নেতাকর্মীরা দাবি করেছেন, ভোটের পরিবেশ ও বিভিন্ন প্রতিবন্ধকতার কারণে তারা প্রত্যাশিত ফল পাননি। [8, 759, 132, 832]
column-separator [138, 68, 139, 1858]
paragraph: মামলার এজাহারে বলা হয়, গত ১৪ ফেব্রুয়ারি সন্ধ্যায় একদল লোক তার দোকানে গিয়ে পাঁচ লাখ টাকা চাঁদা দাবি করে। টাকা দিতে অস্বীকৃতি জানালে তারা দোকান ভাঙচুর করে এবং মালামাল লুট করে নিয়ে যায়। [369, 935, 586, 1007]
paragraph: দৌলতপুর থানার ভারপ্রাপ্ত কর্মকর্তা বলেন, ঘটনাস্থল পরিদর্শন করা হয়েছে। আহতদের জবানবন্দি নেওয়া হচ্ছে। অভিযোগ পেলে মামলা নেওয়া হবে। [1050, 1313, 1192, 1386]
paragraph: ভুক্তভোগীরা জানান, গত শুক্রবার রাতে একদল দুর্বৃত্ত তাদের বাড়িঘরে হামলা চালিয়ে ভাঙচুর ও লুটপাট করে। এতে অন্তত সাতটি পরিবারের ব্যাপক ক্ষতি হয়েছে। [145, 1192, 362, 1249]
story-b-block [369, 775, 585, 1319]
paragraph: উপজেলা নির্বাহী অফিসার বলেন, পর্যটকদের সুবিধার জন্য পর্যায়ক্রমে অবকাঠামো নির্মাণের পরিকল্পনা নেওয়া হয়েছে। বাগান সংরক্ষণে স্বেচ্ছাসেবক দলও কাজ করছে। [1011, 2062, 1192, 2134]
paragraph: বিজ্ঞপ্তিতে বলা হয়, দলীয় শৃঙ্খলা পরিপন্থী কাজে জড়িত থাকার অভিযোগে তাদের বিরুদ্ধে সাংগঠনিক ব্যবস্থা নেওয়া হয়েছে। কারণ দর্শানোর জন্য সাত দিনের সময় দেওয়া হয়েছে। [822, 2290, 1003, 2363]
right-story6-headline[interactable]: বেলকুচিতে ভোটার মারধরে বিএনপির ২ নেতার পদ স্থগিত [829, 2153, 996, 2187]
paragraph: স্থানীয়রা জানান, জমি নিয়ে বিরোধের জেরে প্রতিপক্ষ এ কাজ করেছে বলে তাদের ধারণা। বিষয়টি নিয়ে থানায় অভিযোগ দেওয়া হয়েছে। [369, 1574, 586, 1616]
paragraph: সকালে ক্ষেতে গিয়ে তিনি দেখেন, সব গাছ কেটে ফেলা হয়েছে এবং অপরিপক্ব তরমুজ ছিঁড়ে মাটিতে ফেলে রাখা হয়েছে। এ দৃশ্য দেখে তিনি কান্নায় ভেঙে পড়েন। [145, 1702, 362, 1759]
middle-block [145, 68, 809, 2180]
paragraph: জীবননগর থানার ভারপ্রাপ্ত কর্মকর্তা বলেন, ঘটনাস্থলে পুলিশ পাঠানো হয়েছে। পরিস্থিতি এখন স্বাভাবিক। অভিযোগ পেলে আইনগত ব্যবস্থা নেওয়া হবে। [593, 2074, 809, 2131]
paragraph: স্থানীয় সূত্রে জানা গেছে, ভোটগ্রহণের দিন এক ভোটারের সঙ্গে কথা কাটাকাটির জেরে ওই দুই নেতা তাকে মারধর করেন। ঘটনার ভিডিও সামাজিক যোগাযোগমাধ্যমে ছড়িয়ে পড়ে। [1011, 2155, 1192, 2227]
paragraph: লক্ষ্মীপুরের রামগতিতে চাঁদাবাজি ও ভাঙচুরের অভিযোগে বিএনপির ২৬ নেতাকর্মীর বিরুদ্ধে মামলা হয়েছে। রোববার রাতে রামগতি থানায় মামলাটি দায়ের করেন স্থানীয় এক ব্যবসায়ী। [369, 871, 586, 928]
right-story3-headline[interactable]: ভোলাহাটে ৪ জয়িতাকে পুরস্কার প্রদান [834, 961, 1030, 1012]
portrait-caption: মারিয়া [977, 1122, 1000, 1133]
right-story1-byline: সোনারগাঁ (নারায়ণগঞ্জ) সংবাদদাতা [822, 146, 988, 163]
paragraph: তিনি আরো বলেন, শিক্ষা, স্বাস্থ্য ও কৃষি খাতে বিশেষ গুরুত্ব দেওয়া হবে। কুষ্টিয়ার তাঁতি ও কৃষকদের জন্য আলাদা কর্মসূচি নেওয়া হবে বলেও জানান তিনি। [8, 2024, 132, 2112]
right-story3-byline: গোমস্তাপুর (চাঁপাইনবাবগঞ্জ) সংবাদদাতা [822, 1017, 1042, 1034]
left-story2-byline: গাংনী (মেহেরপুর) সংবাদদাতা [8, 938, 89, 967]
paragraph: কোস্টগার্ড ও বন বিভাগকে বিষয়টি জানানো হয়েছে। উদ্ধার অভিযান শুরু হয়েছে বলে জানিয়েছেন সংশ্লিষ্ট কর্মকর্তারা। [593, 1676, 809, 1718]
portrait-photo [822, 1141, 930, 1226]
paragraph: দুই আসনেই বিএনপি মনোনীত প্রার্থীরা বিজয়ী হয়েছেন। জামায়াতে ইসলামী নেতৃত্বাধীন জোটের প্রার্থীরা দ্বিতীয় স্থান অর্জন করেছেন। [8, 601, 132, 673]
story-f-headline[interactable]: সুন্দরবনে ট্রলারসহ ৩ জেলে অপহরণ মুক্তিপণ দাবি [608, 1447, 795, 1487]
section-divider [8, 840, 132, 852]
paragraph: সমাবেশে উপস্থিত স্থানীয় নেতারা বলেন, নতুন এমপির এ ঘোষণা বাস্তবায়ন হলে জেলার সামাজিক পরিবেশে বড় পরিবর্তন আসবে। তারা সবার সহযোগিতা কামনা করেন। [8, 2119, 132, 2206]
paragraph: অপহৃতরা হলেন— মকবুল হোসেন, রফিক মিয়া ও জাহাঙ্গীর আলম। তাদের বাড়ি বরগুনার পাথরঘাটা উপজেলায়। [593, 1577, 809, 1619]
bullet-icon [145, 181, 151, 187]
paragraph: নির্বাচন-পরবর্তী সহিংসতায় ক্ষতিগ্রস্ত পরিবারগুলোর পাশে দাঁড়িয়েছেন নবনির্বাচিত সংসদ সদস্য ড. ইলিয়াস মোল্লা। সোমবার সকালে তিনি ক্ষতিগ্রস্ত এলাকা পরিদর্শন করেন এবং ভুক্তভোগী পরিবারের সদস্যদের সঙ্গে কথা বলেন। [145, 871, 362, 943]
bullet-icon [594, 1050, 600, 1056]
lead-col-1 [145, 175, 361, 575]
paragraph: নিহতের স্বজনরা দোষীদের দৃষ্টান্তমূলক শাস্তি দাবি করেছেন। এ ঘটনায় এলাকায় উত্তেজনা বিরাজ করছে। অতিরিক্ত পুলিশ মোতায়েন করা হয়েছে। [822, 517, 989, 574]
portrait-photo [822, 1036, 930, 1121]
photo-damaged-houses [145, 587, 586, 755]
bullet-icon [822, 1021, 828, 1027]
newspaper-logo[interactable] [8, 6, 223, 58]
paragraph: স্থানীয়রা বলছেন, নির্বাচনী প্রচারে সক্রিয় উপস্থিতি থাকলেও ইসলামী আন্দোলনের প্রার্থীরা ভোটের লড়াইয়ে শক্ত অবস্থান তৈরি করতে পারেননি। [8, 680, 132, 752]
content-grid [8, 68, 1192, 2363]
paragraph: মানববন্ধনে বক্তারা বলেন, প্রতি বছর রমজান এলে চাল, ডাল, তেল, চিনি ও ছোলার দাম অস্বাভাবিক হারে বেড়ে যায়। এবার যেন তা না হয়, সে জন্য প্রশাসনের কঠোর নজরদারি প্রয়োজন। [8, 1099, 132, 1201]
bullet-icon [822, 655, 828, 661]
paragraph: স্থানীয় বিশ্লেষকরা বলছেন, তরুণ ভোটারদের উপস্থিতি এবার ছিল উল্লেখযোগ্য। প্রবাসী অধ্যুষিত এলাকাগুলোতে ভোটের হার তুলনামূলক কম থাকলেও শহরাঞ্চলে উপস্থিতি ছিল সন্তোষজনক। [593, 383, 809, 441]
photo-shimul-garden [822, 1570, 1192, 1792]
paragraph: এমপি বলেন, শান্তিপূর্ণ সহাবস্থান নিশ্চিত করাই আমাদের লক্ষ্য। কেউ যেন প্রতিহিংসার রাজনীতি করতে না পারে সে বিষয়ে সবাইকে সতর্ক থাকতে হবে। [145, 1256, 362, 1298]
bullet-icon [822, 2195, 828, 2201]
